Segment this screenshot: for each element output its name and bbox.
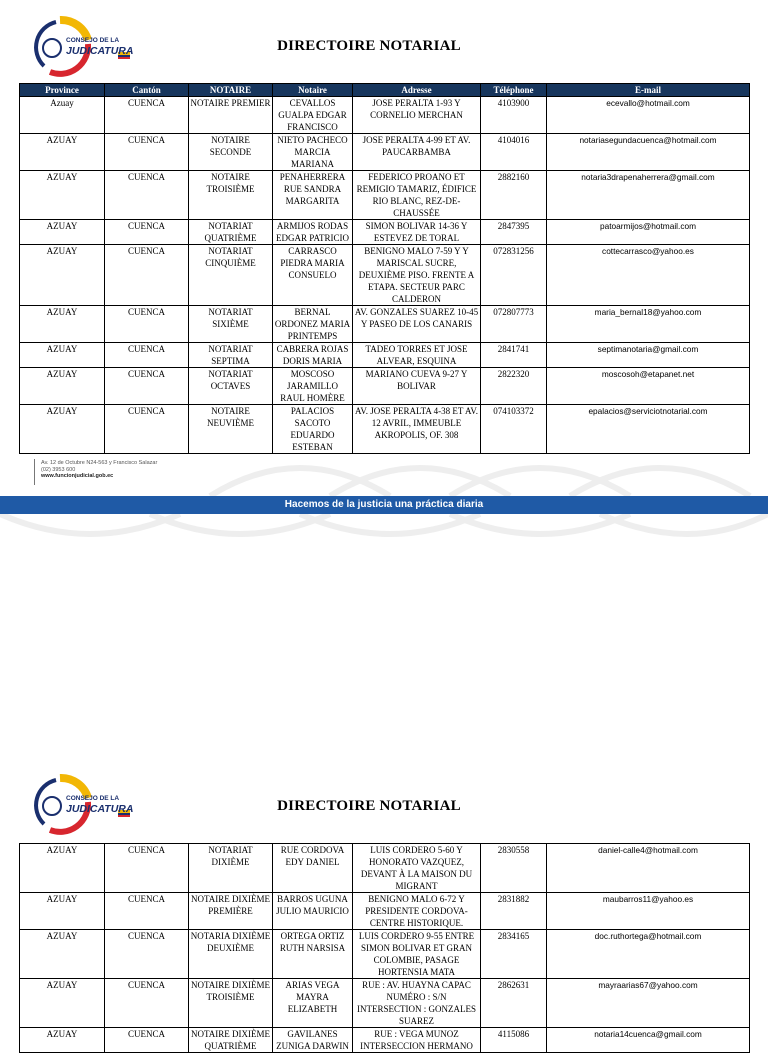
cell-email: patoarmijos@hotmail.com <box>547 220 750 245</box>
footer-website: www.funcionjudicial.gob.ec <box>41 473 114 479</box>
cell-notary-office: NOTARIAT QUATRIÈME <box>189 220 273 245</box>
table-row <box>20 306 750 343</box>
table-row <box>20 171 750 220</box>
cell-email: moscosoh@etapanet.net <box>547 368 750 405</box>
footer-address-line1: Av. 12 de Octubre N24-563 y Francisco Salazar <box>41 460 158 466</box>
table-row <box>20 97 750 134</box>
cell-canton: CUENCA <box>105 368 189 405</box>
table-header-row <box>20 84 750 97</box>
table-row <box>20 1028 750 1053</box>
cell-address: TADEO TORRES ET JOSE ALVEAR, ESQUINA <box>353 343 481 368</box>
cell-address: JOSE PERALTA 4-99 ET AV. PAUCARBAMBA <box>353 134 481 171</box>
cell-notary-name: RUE CORDOVA EDY DANIEL <box>273 844 353 893</box>
cell-notary-name: PALACIOS SACOTO EDUARDO ESTEBAN <box>273 405 353 454</box>
column-header-canton: Cantón <box>105 84 189 97</box>
slogan-band: Hacemos de la justicia una práctica diaria <box>0 496 768 514</box>
decorative-arcs-top <box>0 440 768 496</box>
cell-province: AZUAY <box>20 930 105 979</box>
cell-email: mayraarias67@yahoo.com <box>547 979 750 1028</box>
cell-notary-office: NOTARIAT OCTAVES <box>189 368 273 405</box>
cell-address: BENIGNO MALO 6-72 Y PRESIDENTE CORDOVA-CENTRE HISTORIQUE. <box>353 893 481 930</box>
cell-notary-office: NOTAIRE DIXIÈME QUATRIÈME <box>189 1028 273 1053</box>
table-row <box>20 343 750 368</box>
cell-email: epalacios@serviciotnotarial.com <box>547 405 750 454</box>
cell-notary-name: GAVILANES ZUNIGA DARWIN <box>273 1028 353 1053</box>
page-title: DIRECTOIRE NOTARIAL <box>277 38 461 54</box>
table-row <box>20 245 750 306</box>
cell-province: AZUAY <box>20 245 105 306</box>
cell-address: LUIS CORDERO 9-55 ENTRE SIMON BOLIVAR ET GRAN COLOMBIE, PASAGE HORTENSIA MATA <box>353 930 481 979</box>
cell-notary-name: CABRERA ROJAS DORIS MARIA <box>273 343 353 368</box>
table-row <box>20 893 750 930</box>
cell-phone: 2822320 <box>481 368 547 405</box>
table-row <box>20 979 750 1028</box>
cell-phone: 072807773 <box>481 306 547 343</box>
cell-address: JOSE PERALTA 1-93 Y CORNELIO MERCHAN <box>353 97 481 134</box>
cell-canton: CUENCA <box>105 306 189 343</box>
directory-table-page-1 <box>19 83 750 454</box>
logo-line1: CONSEJO DE LA <box>66 37 120 44</box>
cell-notary-office: NOTARIA DIXIÈME DEUXIÈME <box>189 930 273 979</box>
cell-notary-office: NOTAIRE TROISIÈME <box>189 171 273 220</box>
cell-province: AZUAY <box>20 343 105 368</box>
cell-address: MARIANO CUEVA 9-27 Y BOLIVAR <box>353 368 481 405</box>
cell-canton: CUENCA <box>105 245 189 306</box>
cell-notary-office: NOTAIRE NEUVIÈME <box>189 405 273 454</box>
directory-table-page-2 <box>19 843 750 1053</box>
cell-phone: 4115086 <box>481 1028 547 1053</box>
cell-canton: CUENCA <box>105 405 189 454</box>
cell-province: AZUAY <box>20 1028 105 1053</box>
column-header-notary-name: Notaire <box>273 84 353 97</box>
cell-phone: 4103900 <box>481 97 547 134</box>
cell-notary-office: NOTAIRE DIXIÈME PREMIÈRE <box>189 893 273 930</box>
cell-province: AZUAY <box>20 405 105 454</box>
cell-email: maubarros11@yahoo.es <box>547 893 750 930</box>
cell-canton: CUENCA <box>105 343 189 368</box>
cell-email: cottecarrasco@yahoo.es <box>547 245 750 306</box>
cell-phone: 072831256 <box>481 245 547 306</box>
cell-address: BENIGNO MALO 7-59 Y Y MARISCAL SUCRE, DEUXIÈME PISO. FRENTE A ETAPA. SECTEUR PARC CALDERON <box>353 245 481 306</box>
column-header-address: Adresse <box>353 84 481 97</box>
cell-phone: 2831882 <box>481 893 547 930</box>
cell-canton: CUENCA <box>105 97 189 134</box>
cell-phone: 2834165 <box>481 930 547 979</box>
column-header-email: E-mail <box>547 84 750 97</box>
cell-province: AZUAY <box>20 893 105 930</box>
cell-province: AZUAY <box>20 844 105 893</box>
cell-province: AZUAY <box>20 220 105 245</box>
cell-email: notariasegundacuenca@hotmail.com <box>547 134 750 171</box>
footer-address-line2: (02) 3953 600 <box>41 466 76 473</box>
cell-canton: CUENCA <box>105 893 189 930</box>
cell-address: LUIS CORDERO 5-60 Y HONORATO VAZQUEZ, DEVANT À LA MAISON DU MIGRANT <box>353 844 481 893</box>
cell-address: FEDERICO PROANO ET REMIGIO TAMARIZ, ÉDIFICE RIO BLANC, REZ-DE-CHAUSSÉE <box>353 171 481 220</box>
cell-province: AZUAY <box>20 171 105 220</box>
cell-phone: 2830558 <box>481 844 547 893</box>
table-row <box>20 220 750 245</box>
cell-notary-name: CEVALLOS GUALPA EDGAR FRANCISCO <box>273 97 353 134</box>
cell-phone: 074103372 <box>481 405 547 454</box>
cell-phone: 4104016 <box>481 134 547 171</box>
cell-canton: CUENCA <box>105 1028 189 1053</box>
cell-canton: CUENCA <box>105 844 189 893</box>
cell-address: RUE : AV. HUAYNA CAPAC NUMÉRO : S/N INTERSECTION : GONZALES SUAREZ <box>353 979 481 1028</box>
column-header-province: Province <box>20 84 105 97</box>
cell-notary-name: ARMIJOS RODAS EDGAR PATRICIO <box>273 220 353 245</box>
cell-canton: CUENCA <box>105 134 189 171</box>
logo-line2: JUDICATURA <box>66 45 134 57</box>
cell-email: daniel-calle4@hotmail.com <box>547 844 750 893</box>
decorative-arcs-bottom <box>0 514 768 546</box>
cell-province: AZUAY <box>20 368 105 405</box>
cell-email: doc.ruthortega@hotmail.com <box>547 930 750 979</box>
cell-phone: 2882160 <box>481 171 547 220</box>
cell-email: maria_bernal18@yahoo.com <box>547 306 750 343</box>
cell-notary-name: NIETO PACHECO MARCIA MARIANA <box>273 134 353 171</box>
cell-notary-office: NOTARIAT SEPTIMA <box>189 343 273 368</box>
cell-email: ecevallo@hotmail.com <box>547 97 750 134</box>
cell-notary-office: NOTAIRE SECONDE <box>189 134 273 171</box>
cell-notary-office: NOTAIRE PREMIER <box>189 97 273 134</box>
cell-notary-office: NOTARIAT DIXIÈME <box>189 844 273 893</box>
cell-province: AZUAY <box>20 979 105 1028</box>
cell-canton: CUENCA <box>105 171 189 220</box>
cell-notary-name: PENAHERRERA RUE SANDRA MARGARITA <box>273 171 353 220</box>
cell-canton: CUENCA <box>105 930 189 979</box>
cell-phone: 2862631 <box>481 979 547 1028</box>
table-row <box>20 844 750 893</box>
cell-notary-name: CARRASCO PIEDRA MARIA CONSUELO <box>273 245 353 306</box>
cell-notary-office: NOTARIAT CINQUIÈME <box>189 245 273 306</box>
cell-address: AV. JOSE PERALTA 4-38 ET AV. 12 AVRIL, IMMEUBLE AKROPOLIS, OF. 308 <box>353 405 481 454</box>
cell-address: SIMON BOLIVAR 14-36 Y ESTEVEZ DE TORAL <box>353 220 481 245</box>
cell-notary-office: NOTARIAT SIXIÈME <box>189 306 273 343</box>
cell-email: notaria3drapenaherrera@gmail.com <box>547 171 750 220</box>
cell-canton: CUENCA <box>105 220 189 245</box>
cell-notary-name: BERNAL ORDONEZ MARIA PRINTEMPS <box>273 306 353 343</box>
cell-notary-name: ARIAS VEGA MAYRA ELIZABETH <box>273 979 353 1028</box>
logo-line1: CONSEJO DE LA <box>66 795 120 802</box>
cell-notary-office: NOTAIRE DIXIÈME TROISIÈME <box>189 979 273 1028</box>
table-row <box>20 134 750 171</box>
cell-email: notaria14cuenca@gmail.com <box>547 1028 750 1053</box>
column-header-notary-office: NOTAIRE <box>189 84 273 97</box>
cell-email: septimanotaria@gmail.com <box>547 343 750 368</box>
cell-address: RUE : VEGA MUNOZ INTERSECCION HERMANO <box>353 1028 481 1053</box>
page-title-2: DIRECTOIRE NOTARIAL <box>277 798 461 814</box>
column-header-phone: Téléphone <box>481 84 547 97</box>
cell-province: AZUAY <box>20 134 105 171</box>
table-row <box>20 368 750 405</box>
cell-province: Azuay <box>20 97 105 134</box>
table-row <box>20 930 750 979</box>
logo-line2: JUDICATURA <box>66 803 134 815</box>
cell-address: AV. GONZALES SUAREZ 10-45 Y PASEO DE LOS CANARIS <box>353 306 481 343</box>
cell-notary-name: BARROS UGUNA JULIO MAURICIO <box>273 893 353 930</box>
cell-canton: CUENCA <box>105 979 189 1028</box>
cell-notary-name: ORTEGA ORTIZ RUTH NARSISA <box>273 930 353 979</box>
cell-province: AZUAY <box>20 306 105 343</box>
cell-phone: 2847395 <box>481 220 547 245</box>
cell-notary-name: MOSCOSO JARAMILLO RAUL HOMÈRE <box>273 368 353 405</box>
cell-phone: 2841741 <box>481 343 547 368</box>
